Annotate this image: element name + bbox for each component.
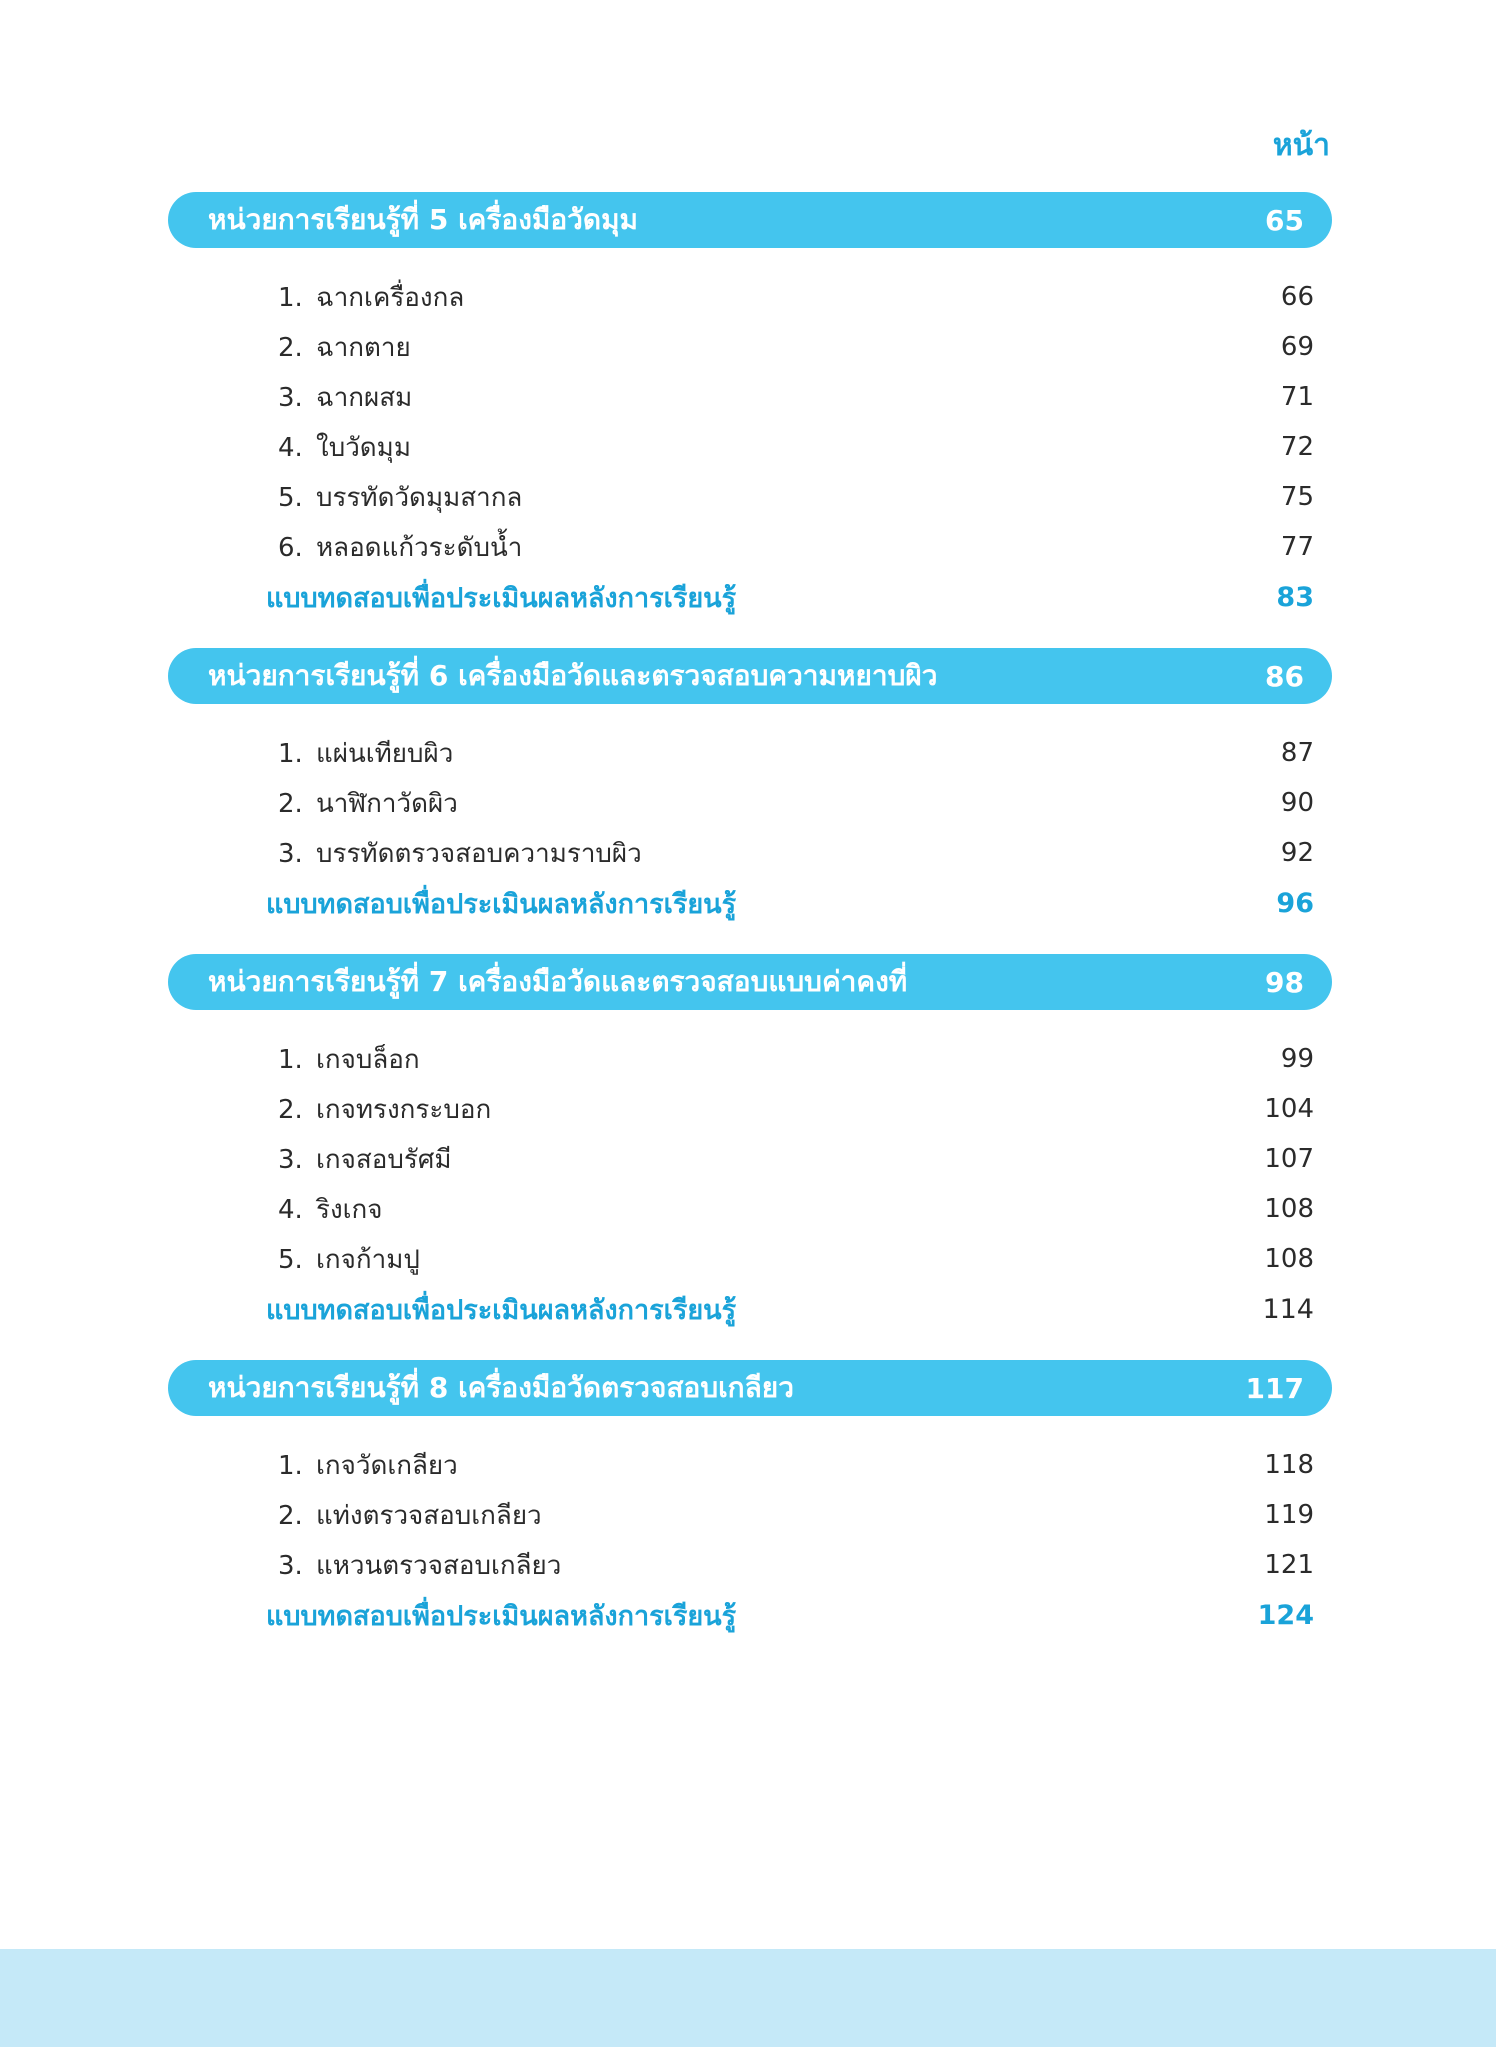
toc-entry-number: 2.: [278, 788, 303, 819]
toc-unit: [168, 1360, 1332, 1640]
toc-entry[interactable]: [278, 422, 1314, 472]
toc-entry-page: 77: [1280, 532, 1314, 562]
assessment-entry[interactable]: [266, 1590, 1314, 1640]
unit-title: หน่วยการเรียนรู้ที่ 8 เครื่องมือวัดตรวจสอบเกลียว: [208, 1371, 794, 1404]
toc-entry-number: 4.: [278, 432, 303, 463]
toc-entry-label: บรรทัดวัดมุมสากล: [316, 482, 523, 513]
toc-entry-label: ฉากเครื่องกล: [316, 282, 465, 313]
toc-entry-page: 92: [1280, 838, 1314, 868]
toc-entry-page: 108: [1264, 1244, 1314, 1274]
toc-entry[interactable]: [278, 828, 1314, 878]
unit-page-number: 98: [1265, 965, 1304, 999]
toc-entry-number: 2.: [278, 1094, 303, 1125]
toc-entry-page: 104: [1264, 1094, 1314, 1124]
toc-entry[interactable]: [278, 1084, 1314, 1134]
unit-heading-bar[interactable]: [168, 648, 1332, 704]
unit-heading-bar[interactable]: [168, 1360, 1332, 1416]
toc-entry-page: 90: [1280, 788, 1314, 818]
toc-entry-text: [278, 1039, 420, 1080]
toc-entry-text: [278, 477, 522, 518]
toc-entry-number: 1.: [278, 1044, 303, 1075]
toc-entry[interactable]: [278, 1540, 1314, 1590]
table-of-contents: [168, 192, 1332, 1666]
assessment-label: แบบทดสอบเพื่อประเมินผลหลังการเรียนรู้: [266, 888, 737, 920]
toc-entry-text: [278, 1445, 458, 1486]
toc-unit: [168, 192, 1332, 622]
toc-entry[interactable]: [278, 1490, 1314, 1540]
toc-entry-page: 107: [1264, 1144, 1314, 1174]
unit-page-number: 86: [1265, 659, 1304, 693]
toc-entry-text: [278, 783, 458, 824]
assessment-page: 96: [1276, 887, 1314, 919]
footer-band: [0, 1949, 1496, 2047]
toc-entry[interactable]: [278, 1234, 1314, 1284]
toc-entry-page: 72: [1280, 432, 1314, 462]
toc-entry-text: [278, 527, 522, 568]
toc-entry-number: 3.: [278, 838, 303, 869]
unit-heading-bar[interactable]: [168, 954, 1332, 1010]
assessment-label: แบบทดสอบเพื่อประเมินผลหลังการเรียนรู้: [266, 582, 737, 614]
assessment-entry[interactable]: [266, 1284, 1314, 1334]
assessment-entry[interactable]: [266, 572, 1314, 622]
toc-entry-text: [278, 277, 464, 318]
toc-entry[interactable]: [278, 1184, 1314, 1234]
unit-title: หน่วยการเรียนรู้ที่ 6 เครื่องมือวัดและตรวจสอบความหยาบผิว: [208, 659, 938, 692]
unit-page-number: 65: [1265, 203, 1304, 237]
page-column-label: หน้า: [1272, 128, 1330, 163]
toc-entry-label: แท่งตรวจสอบเกลียว: [316, 1500, 542, 1531]
unit-entries: [168, 1034, 1332, 1334]
unit-page-number: 117: [1245, 1371, 1304, 1405]
toc-entry-label: ฉากผสม: [316, 382, 413, 413]
assessment-label: แบบทดสอบเพื่อประเมินผลหลังการเรียนรู้: [266, 1600, 737, 1632]
unit-title: หน่วยการเรียนรู้ที่ 7 เครื่องมือวัดและตรวจสอบแบบค่าคงที่: [208, 965, 908, 998]
toc-entry-page: 99: [1280, 1044, 1314, 1074]
toc-entry-number: 1.: [278, 1450, 303, 1481]
toc-entry-label: เกจวัดเกลียว: [316, 1450, 458, 1481]
toc-entry-number: 2.: [278, 332, 303, 363]
toc-entry-text: [278, 833, 642, 874]
toc-entry[interactable]: [278, 372, 1314, 422]
toc-entry-page: 87: [1280, 738, 1314, 768]
toc-unit: [168, 954, 1332, 1334]
toc-entry-page: 75: [1280, 482, 1314, 512]
toc-entry-page: 119: [1264, 1500, 1314, 1530]
toc-entry-page: 66: [1280, 282, 1314, 312]
toc-entry-number: 2.: [278, 1500, 303, 1531]
toc-entry-text: [278, 327, 411, 368]
unit-heading-bar[interactable]: [168, 192, 1332, 248]
toc-entry[interactable]: [278, 1034, 1314, 1084]
toc-entry-number: 5.: [278, 1244, 303, 1275]
toc-entry-text: [278, 1089, 491, 1130]
assessment-page: 114: [1262, 1293, 1314, 1325]
toc-entry-text: [278, 377, 412, 418]
toc-entry-page: 121: [1264, 1550, 1314, 1580]
toc-entry-number: 6.: [278, 532, 303, 563]
toc-unit: [168, 648, 1332, 928]
toc-entry-number: 3.: [278, 1550, 303, 1581]
toc-entry-label: บรรทัดตรวจสอบความราบผิว: [316, 838, 642, 869]
toc-entry-number: 1.: [278, 738, 303, 769]
toc-entry-text: [278, 1545, 561, 1586]
toc-entry-label: แผ่นเทียบผิว: [316, 738, 454, 769]
toc-entry-page: 108: [1264, 1194, 1314, 1224]
toc-entry[interactable]: [278, 1440, 1314, 1490]
toc-entry-text: [278, 427, 411, 468]
toc-entry-label: เกจบล็อก: [316, 1044, 420, 1075]
toc-entry-page: 118: [1264, 1450, 1314, 1480]
toc-entry-text: [278, 1239, 420, 1280]
toc-entry-label: เกจก้ามปู: [316, 1244, 420, 1275]
toc-entry-number: 3.: [278, 1144, 303, 1175]
toc-entry[interactable]: [278, 728, 1314, 778]
toc-entry-label: ริงเกจ: [316, 1194, 383, 1225]
toc-entry-text: [278, 733, 453, 774]
toc-entry-text: [278, 1495, 542, 1536]
toc-entry-number: 3.: [278, 382, 303, 413]
toc-entry-label: เกจสอบรัศมี: [316, 1144, 452, 1175]
toc-entry[interactable]: [278, 272, 1314, 322]
toc-entry-text: [278, 1189, 383, 1230]
toc-entry[interactable]: [278, 778, 1314, 828]
toc-entry-number: 1.: [278, 282, 303, 313]
toc-entry[interactable]: [278, 522, 1314, 572]
toc-entry-label: แหวนตรวจสอบเกลียว: [316, 1550, 562, 1581]
toc-entry-text: [278, 1139, 451, 1180]
toc-entry-page: 71: [1280, 382, 1314, 412]
toc-entry[interactable]: [278, 472, 1314, 522]
toc-entry-number: 5.: [278, 482, 303, 513]
assessment-page: 124: [1257, 1599, 1314, 1631]
toc-entry-label: ใบวัดมุม: [316, 432, 411, 463]
assessment-label: แบบทดสอบเพื่อประเมินผลหลังการเรียนรู้: [266, 1294, 737, 1326]
toc-entry-number: 4.: [278, 1194, 303, 1225]
unit-entries: [168, 1440, 1332, 1640]
toc-entry-label: ฉากตาย: [316, 332, 411, 363]
unit-title: หน่วยการเรียนรู้ที่ 5 เครื่องมือวัดมุม: [208, 203, 638, 236]
toc-entry-label: เกจทรงกระบอก: [316, 1094, 492, 1125]
unit-entries: [168, 272, 1332, 622]
unit-entries: [168, 728, 1332, 928]
toc-entry-label: นาฬิกาวัดผิว: [316, 788, 458, 819]
assessment-entry[interactable]: [266, 878, 1314, 928]
toc-entry-page: 69: [1280, 332, 1314, 362]
toc-entry[interactable]: [278, 322, 1314, 372]
assessment-page: 83: [1276, 581, 1314, 613]
toc-entry[interactable]: [278, 1134, 1314, 1184]
toc-entry-label: หลอดแก้วระดับน้ำ: [316, 532, 523, 563]
